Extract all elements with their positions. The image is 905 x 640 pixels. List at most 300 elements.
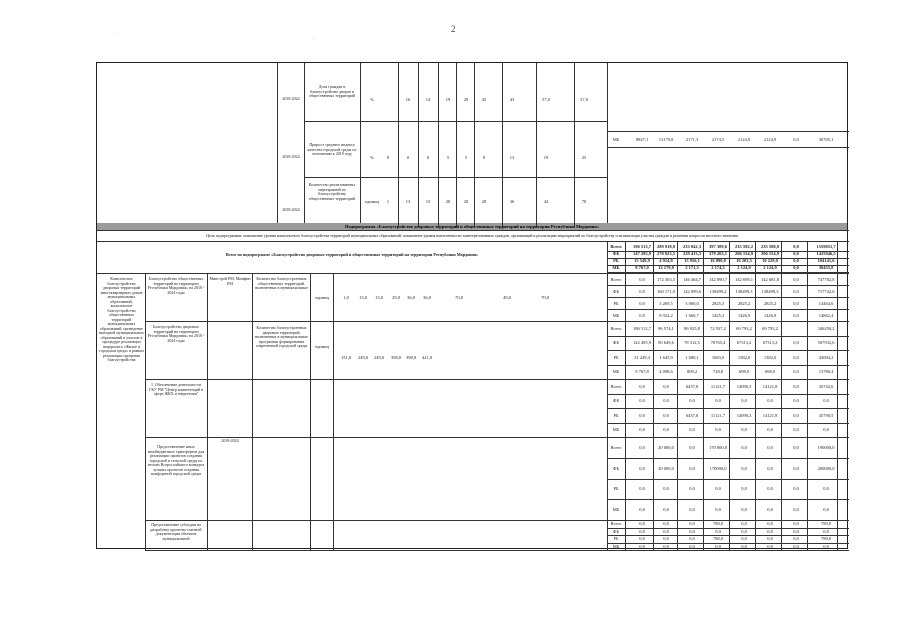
indicator-value: 57,0 <box>542 97 550 102</box>
money-value: 13179,8 <box>658 137 674 142</box>
indicator-value: 20 <box>445 199 451 204</box>
money-value: 45742,6 <box>818 383 834 389</box>
money-value: 0,0 <box>663 427 669 433</box>
money-value: 0,0 <box>767 507 773 513</box>
funding-source: ФБ <box>612 398 620 404</box>
money-value: 0,0 <box>639 383 645 389</box>
indicator-name: Количество реализованных мероприятий по благоустройству общественных территорий <box>308 182 356 201</box>
indicator-value: 13 <box>509 155 515 160</box>
money-value: 0,0 <box>767 521 773 527</box>
money-value: 747782,8 <box>817 276 835 282</box>
money-value: 0,0 <box>793 137 799 142</box>
indicator-value: 13,0 <box>359 295 367 300</box>
funding-source: Всего <box>610 276 622 282</box>
money-value: 67313,2 <box>736 340 752 346</box>
money-value: 0,0 <box>793 427 799 433</box>
grid-line <box>97 273 849 274</box>
period-cell: 2018-2024 <box>282 96 300 101</box>
money-value: 196 513,7 <box>633 244 651 249</box>
money-value: 186 512,7 <box>633 325 651 331</box>
grid-line <box>310 273 311 550</box>
funding-source: ФБ <box>612 251 620 256</box>
indicator-value: 398,0 <box>390 355 402 360</box>
grid-line <box>607 147 849 148</box>
measure-name: Предоставление иных межбюджетных трансфертов для реализации проектов создания городской и сельской среды по итогам Всероссийского конкурса лучших проектов создания комфортной городской среды <box>147 444 205 476</box>
money-value: 0,0 <box>793 276 799 282</box>
unit-cell: единиц <box>315 295 329 300</box>
money-value: 780,0 <box>712 521 724 527</box>
money-value: 0,0 <box>639 427 645 433</box>
money-value: 0,0 <box>689 521 695 527</box>
funding-source: МБ <box>612 427 620 433</box>
indicator-value: 36,0 <box>407 295 415 300</box>
money-value: 2 124,9 <box>763 265 777 270</box>
money-value: 206 154,9 <box>761 251 779 256</box>
money-value: 20 000,0 <box>658 465 674 471</box>
indicator-value: 70,0 <box>455 295 463 300</box>
grid-line <box>333 273 334 550</box>
grid-line <box>97 230 849 231</box>
unit-cell: единиц <box>365 199 379 204</box>
money-value: 0,0 <box>793 354 799 360</box>
funding-source: ФБ <box>612 288 620 294</box>
money-value: 0,0 <box>767 398 773 404</box>
money-value: 70765,4 <box>710 340 726 346</box>
subprogram-goal: Цель подпрограммы: повышение уровня комплексного благоустройства территорий муниципальных образований, повышение уровня вовлеченности заинтересованных граждан, организаций в реализацию мероприятий по благоустройству и активизация участия граждан в решении вопросов местного значения <box>206 233 738 238</box>
indicator-value: 0 <box>426 155 430 160</box>
money-value: 0,0 <box>639 444 645 450</box>
money-value: 0,0 <box>715 528 721 534</box>
funding-source: Всего <box>610 383 622 389</box>
money-value: 270 923,5 <box>657 251 675 256</box>
measure-name: Благоустройство общественных территорий на территории Республики Мордовия» на 2018 - 2024 годы <box>147 276 205 295</box>
money-value: 14090,3 <box>736 412 752 418</box>
money-value: 10 229,0 <box>762 258 778 263</box>
money-value: 0,0 <box>793 251 799 256</box>
money-value: 0,0 <box>663 528 669 534</box>
money-value: 96 574,1 <box>658 325 674 331</box>
money-value: 6437,8 <box>685 383 699 389</box>
money-value: 0,0 <box>767 528 773 534</box>
grid-line <box>607 309 849 310</box>
grid-line <box>807 241 808 550</box>
grid-line <box>607 241 608 550</box>
funding-source: Всего <box>610 521 622 527</box>
money-value: 0,0 <box>639 536 645 542</box>
grid-line <box>677 241 678 550</box>
money-value: 14121,8 <box>762 383 778 389</box>
money-value: 0,0 <box>741 543 747 549</box>
money-value: 1559851,7 <box>816 244 836 249</box>
grid-line <box>729 241 730 550</box>
indicator-value: 14 <box>425 97 431 102</box>
money-value: 0,0 <box>793 507 799 513</box>
money-value: 147 295,9 <box>633 251 651 256</box>
page-number: 2 <box>451 24 456 34</box>
funding-source: МБ <box>612 312 620 318</box>
grid-line <box>304 63 305 228</box>
grid-line <box>607 285 849 286</box>
measure-name: Предоставление субсидии на разработку проектно-сметной документации объектов муниципальной <box>150 522 202 541</box>
indicator-name: Количество благоустроенных дворовых территорий, включенных в муниципальные программы формирования современной городской среды <box>255 325 308 348</box>
money-value: 0,0 <box>639 312 645 318</box>
money-value: 0,0 <box>741 521 747 527</box>
money-value: 0,0 <box>639 528 645 534</box>
money-value: 206 154,9 <box>735 251 753 256</box>
unit-cell: % <box>370 155 374 160</box>
activity-description: Комплексное благоустройство дворовых территорий многоквартирных домов муниципальных образований, комплексное благоустройство общественных территорий муниципальных образований, проведение выездной муниципальных образований и участие в процедуре реализации нацпроекта «Жильё и городская среда» в рамках реализации программ благоустройства <box>99 276 144 362</box>
funding-source: Всего <box>610 444 622 450</box>
indicator-value: 29 <box>463 97 469 102</box>
funding-source: РБ <box>613 486 619 492</box>
money-value: 0,0 <box>663 383 669 389</box>
money-value: 0,0 <box>767 465 773 471</box>
money-value: 0,0 <box>793 412 799 418</box>
money-value: 0,0 <box>689 427 695 433</box>
grid-line <box>607 131 849 132</box>
grid-line <box>625 241 626 550</box>
indicator-value: 249,0 <box>357 355 369 360</box>
money-value: 1 680,1 <box>685 354 699 360</box>
money-value: 43004,2 <box>818 354 834 360</box>
money-value: 0,0 <box>663 521 669 527</box>
grid-line <box>755 241 756 550</box>
money-value: 379 265,1 <box>709 251 727 256</box>
money-value: 0,0 <box>741 427 747 433</box>
money-value: 698,0 <box>738 369 750 375</box>
grid-line <box>607 499 849 500</box>
money-value: 780,0 <box>820 536 832 542</box>
money-value: 0,0 <box>823 427 829 433</box>
indicator-value: 5 <box>446 155 450 160</box>
grid-line <box>145 437 849 438</box>
money-value: 0,0 <box>715 398 721 404</box>
grid-line <box>607 350 849 351</box>
money-value: 0,0 <box>793 536 799 542</box>
grid-line <box>145 550 849 551</box>
money-value: 717742,6 <box>817 288 835 294</box>
grid-line <box>607 479 849 480</box>
indicator-name: Доля граждан в благоустройстве дворов и общественных территорий <box>309 84 355 98</box>
indicator-value: 398,0 <box>405 355 417 360</box>
indicator-name: Прирост среднего индекса качества городской среды по отношению к 2019 году <box>307 142 357 156</box>
grid-line <box>607 394 849 395</box>
funding-source: Всего <box>610 325 622 331</box>
indicator-value: 43 <box>509 97 515 102</box>
indicator-value: 5 <box>464 155 468 160</box>
indicator-value: 1,0 <box>343 295 349 300</box>
money-value: 142 681,8 <box>761 276 779 282</box>
money-value: 2825,3 <box>711 300 725 306</box>
money-value: 200000,0 <box>817 465 835 471</box>
money-value: 0,0 <box>639 521 645 527</box>
funding-source: МБ <box>612 265 620 270</box>
period-cell: 2018-2024 <box>282 207 300 212</box>
money-value: 0,0 <box>639 507 645 513</box>
money-value: 15 956,1 <box>684 258 700 263</box>
money-value: 1683,0 <box>711 354 725 360</box>
money-value: 0,0 <box>639 398 645 404</box>
funding-source: МБ <box>612 369 620 375</box>
money-value: 90 649,6 <box>658 340 674 346</box>
grid-line <box>145 321 849 322</box>
money-value: 8 922,2 <box>659 312 673 318</box>
budget-table <box>96 62 848 549</box>
money-value: 9 767,8 <box>635 369 649 375</box>
money-value: 2124,9 <box>737 137 751 142</box>
grid-line <box>607 423 849 424</box>
funding-source: МБ <box>612 137 620 142</box>
grid-line <box>145 379 849 380</box>
money-value: 1426,9 <box>737 312 751 318</box>
funding-source: МБ <box>612 507 620 513</box>
money-value: 1 660,7 <box>685 312 699 318</box>
money-value: 11121,7 <box>710 412 726 418</box>
money-value: 14090,3 <box>736 383 752 389</box>
money-value: 0,0 <box>741 528 747 534</box>
money-value: 0,0 <box>689 536 695 542</box>
money-value: 235 588,8 <box>761 244 779 249</box>
unit-cell: единиц <box>315 344 329 349</box>
scan-speck: · <box>116 30 118 36</box>
money-value: 16 890,8 <box>710 258 726 263</box>
money-value: 0,0 <box>823 543 829 549</box>
indicator-value: 20 <box>463 199 469 204</box>
money-value: 13 179,8 <box>658 265 674 270</box>
grid-line <box>207 273 208 550</box>
measure-name: Минстрой РМ, Минфин РМ <box>209 276 251 286</box>
money-value: 2124,9 <box>763 137 777 142</box>
money-value: 0,0 <box>639 276 645 282</box>
money-value: 0,0 <box>689 486 695 492</box>
money-value: 20 000,0 <box>658 444 674 450</box>
money-value: 142 495,9 <box>633 340 651 346</box>
money-value: 14121,8 <box>762 412 778 418</box>
money-value: 0,0 <box>767 536 773 542</box>
money-value: 69 793,2 <box>736 325 752 331</box>
grid-line <box>703 241 704 550</box>
indicator-value: 16 <box>405 97 411 102</box>
money-value: 0,0 <box>793 465 799 471</box>
money-value: 0,0 <box>639 465 645 471</box>
money-value: 0,0 <box>741 507 747 513</box>
indicator-value: 29,0 <box>392 295 400 300</box>
money-value: 67313,2 <box>762 340 778 346</box>
money-value: 0,0 <box>639 486 645 492</box>
money-value: 0,0 <box>823 528 829 534</box>
money-value: 2825,2 <box>737 300 751 306</box>
money-value: 31 249,4 <box>634 354 650 360</box>
funding-source: Всего <box>610 244 622 249</box>
money-value: 728,8 <box>712 369 724 375</box>
money-value: 698,0 <box>764 369 776 375</box>
indicator-value: 151,0 <box>340 355 352 360</box>
indicator-value: 70 <box>581 199 587 204</box>
period-cell: 2018-2024 <box>221 438 239 443</box>
money-value: 0,0 <box>741 486 747 492</box>
indicator-value: 249,0 <box>373 355 385 360</box>
grid-line <box>360 63 361 228</box>
money-value: 809,2 <box>686 369 698 375</box>
money-value: 45790,5 <box>818 412 834 418</box>
money-value: 0,0 <box>639 412 645 418</box>
money-value: 142 698,1 <box>735 276 753 282</box>
money-value: 0,0 <box>793 312 799 318</box>
money-value: 138499,3 <box>761 288 779 294</box>
grid-line <box>607 297 849 298</box>
grid-line <box>607 63 608 228</box>
grid-line <box>277 63 278 228</box>
indicator-value: 0 <box>406 155 410 160</box>
indicator-value: 49,0 <box>503 295 511 300</box>
grid-line <box>653 241 654 550</box>
money-value: 0,0 <box>767 486 773 492</box>
money-value: 1425,3 <box>711 312 725 318</box>
money-value: 3 269,5 <box>659 300 673 306</box>
money-value: 0,0 <box>793 369 799 375</box>
indicator-value: 70,0 <box>541 295 549 300</box>
money-value: 0,0 <box>793 340 799 346</box>
money-value: 0,0 <box>793 543 799 549</box>
money-value: 0,0 <box>689 543 695 549</box>
grid-line <box>145 273 146 550</box>
money-value: 0,0 <box>767 444 773 450</box>
money-value: 8847,1 <box>635 137 649 142</box>
money-value: 78 312,5 <box>684 340 700 346</box>
money-value: 0,0 <box>793 265 799 270</box>
funding-source: РБ <box>613 300 619 306</box>
money-value: 0,0 <box>689 528 695 534</box>
indicator-value: 36,0 <box>423 295 431 300</box>
unit-cell: % <box>370 97 374 102</box>
money-value: 0,0 <box>715 427 721 433</box>
indicator-value: 57,0 <box>580 97 588 102</box>
money-value: 0,0 <box>639 543 645 549</box>
money-value: 0,0 <box>793 300 799 306</box>
money-value: 1382,0 <box>737 354 751 360</box>
money-value: 1382,0 <box>763 354 777 360</box>
indicator-value: 19 <box>445 97 451 102</box>
money-value: 507932,6 <box>817 340 835 346</box>
money-value: 346250,2 <box>817 325 835 331</box>
money-value: 2171,3 <box>685 137 699 142</box>
money-value: 0,0 <box>741 536 747 542</box>
money-value: 0,0 <box>715 507 721 513</box>
grid-line <box>252 273 253 550</box>
grid-line <box>607 336 849 337</box>
money-value: 2174,5 <box>711 137 725 142</box>
money-value: 0,0 <box>793 383 799 389</box>
money-value: 0,0 <box>715 543 721 549</box>
scan-speck: · <box>313 36 315 42</box>
money-value: 2 124,9 <box>737 265 751 270</box>
money-value: 0,0 <box>793 486 799 492</box>
money-value: 4 098,6 <box>659 369 673 375</box>
money-value: 0,0 <box>823 507 829 513</box>
money-value: 104141,6 <box>817 258 835 263</box>
indicator-value: 13,0 <box>375 295 383 300</box>
money-value: 0,0 <box>793 398 799 404</box>
money-value: 233 842,3 <box>683 244 701 249</box>
measure-name: 1. Обеспечение деятельности ГКУ РМ "Центр компетенций в сфере ЖКХ и энергетики" <box>149 382 203 396</box>
money-value: 0,0 <box>689 465 695 471</box>
subprogram-title: Подпрограмма «Благоустройство дворовых территорий и общественных территорий на территории Республики Мордовия» <box>97 223 847 230</box>
money-value: 0,0 <box>741 444 747 450</box>
grid-line <box>97 241 849 242</box>
money-value: 0,0 <box>741 465 747 471</box>
money-value: 138499,2 <box>709 288 727 294</box>
money-value: 15 549,9 <box>634 258 650 263</box>
money-value: 138499,3 <box>735 288 753 294</box>
funding-source: РБ <box>613 412 619 418</box>
indicator-value: 13 <box>425 199 431 204</box>
money-value: 780,0 <box>712 536 724 542</box>
money-value: 14862,4 <box>818 312 834 318</box>
indicator-value: 45 <box>481 97 487 102</box>
money-value: 0,0 <box>793 528 799 534</box>
money-value: 86 925,8 <box>684 325 700 331</box>
money-value: 289 918,8 <box>657 244 675 249</box>
money-value: 4 914,8 <box>659 258 673 263</box>
money-value: 170000,0 <box>709 465 727 471</box>
money-value: 0,0 <box>639 288 645 294</box>
grid-line <box>607 458 849 459</box>
money-value: 0,0 <box>793 444 799 450</box>
money-value: 0,0 <box>823 398 829 404</box>
money-value: 0,0 <box>663 398 669 404</box>
money-value: 0,0 <box>793 244 799 249</box>
money-value: 1425946,5 <box>816 251 836 256</box>
money-value: 235 592,2 <box>735 244 753 249</box>
indicator-value: 421,0 <box>421 355 433 360</box>
money-value: 146 464,7 <box>683 276 701 282</box>
funding-source: ФБ <box>612 528 620 534</box>
grid-line <box>781 241 782 550</box>
money-value: 1426,9 <box>763 312 777 318</box>
money-value: 10 203,5 <box>736 258 752 263</box>
money-value: 160 171,9 <box>657 288 675 294</box>
grid-line <box>607 365 849 366</box>
money-value: 2 174,5 <box>711 265 725 270</box>
indicator-value: 9 <box>482 155 486 160</box>
money-value: 0,0 <box>793 521 799 527</box>
money-value: 0,0 <box>689 444 695 450</box>
money-value: 1 645,9 <box>659 354 673 360</box>
grid-line <box>607 408 849 409</box>
money-value: 0,0 <box>639 300 645 306</box>
indicator-value: 44 <box>543 199 549 204</box>
indicator-value: 9 <box>386 155 390 160</box>
indicator-value: 25 <box>581 155 587 160</box>
money-value: 780,0 <box>820 521 832 527</box>
money-value: 30705,1 <box>818 137 834 142</box>
money-value: 6437,8 <box>685 412 699 418</box>
money-value: 170 000,0 <box>709 444 727 450</box>
money-value: 2825,2 <box>763 300 777 306</box>
indicator-name: Количество благоустроенных общественных территорий, включенных в муниципальные <box>255 276 308 290</box>
money-value: 11121,7 <box>710 383 726 389</box>
money-value: 69 793,2 <box>762 325 778 331</box>
money-value: 0,0 <box>663 536 669 542</box>
funding-source: МБ <box>612 543 620 549</box>
money-value: 0,0 <box>741 398 747 404</box>
money-value: 0,0 <box>767 543 773 549</box>
funding-source: ФБ <box>612 465 620 471</box>
period-cell: 2018-2024 <box>282 154 300 159</box>
money-value: 0,0 <box>663 507 669 513</box>
money-value: 3 060,0 <box>685 300 699 306</box>
money-value: 0,0 <box>689 398 695 404</box>
